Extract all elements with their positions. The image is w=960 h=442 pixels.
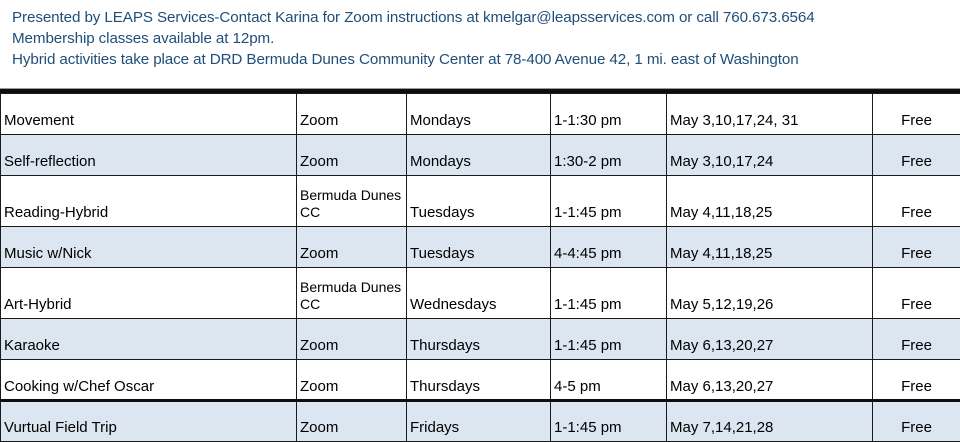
- activity-time: 1-1:45 pm: [551, 319, 667, 360]
- activity-day: Mondays: [407, 94, 551, 135]
- activity-dates: May 4,11,18,25: [667, 227, 873, 268]
- activity-day: Mondays: [407, 135, 551, 176]
- location-line: Bermuda Dunes: [300, 279, 403, 296]
- activity-day: Tuesdays: [407, 176, 551, 227]
- activity-day: Thursdays: [407, 319, 551, 360]
- location-line: CC: [300, 204, 403, 221]
- activity-location: Zoom: [297, 227, 407, 268]
- activity-dates: May 3,10,17,24, 31: [667, 94, 873, 135]
- activity-dates: May 4,11,18,25: [667, 176, 873, 227]
- activity-fee: Free: [873, 401, 960, 442]
- table-row: [1, 176, 960, 227]
- activity-location: Zoom: [297, 319, 407, 360]
- activity-fee: Free: [873, 227, 960, 268]
- activity-dates: May 6,13,20,27: [667, 360, 873, 401]
- activity-name: Vurtual Field Trip: [1, 401, 297, 442]
- activity-day: Tuesdays: [407, 227, 551, 268]
- activity-day: Thursdays: [407, 360, 551, 401]
- table-row: [1, 94, 960, 135]
- location-line: Bermuda Dunes: [300, 187, 403, 204]
- activity-day: Wednesdays: [407, 268, 551, 319]
- table-row: [1, 268, 960, 319]
- activity-fee: Free: [873, 268, 960, 319]
- activity-time: 1:30-2 pm: [551, 135, 667, 176]
- activity-time: 4-5 pm: [551, 360, 667, 401]
- activity-time: 1-1:45 pm: [551, 176, 667, 227]
- table-row: [1, 401, 960, 442]
- activity-location: Zoom: [297, 135, 407, 176]
- activity-name: Self-reflection: [1, 135, 297, 176]
- activity-location: Zoom: [297, 94, 407, 135]
- table-row: [1, 135, 960, 176]
- activity-time: 4-4:45 pm: [551, 227, 667, 268]
- activity-time: 1-1:45 pm: [551, 401, 667, 442]
- activity-day: Fridays: [407, 401, 551, 442]
- activity-fee: Free: [873, 360, 960, 401]
- info-header: [0, 0, 960, 89]
- contact-line: Presented by LEAPS Services-Contact Karina for Zoom instructions at kmelgar@leapsservices.com or call 760.673.6564: [12, 7, 960, 28]
- activity-name: Art-Hybrid: [1, 268, 297, 319]
- activity-name: Karaoke: [1, 319, 297, 360]
- activity-name: Reading-Hybrid: [1, 176, 297, 227]
- activity-dates: May 7,14,21,28: [667, 401, 873, 442]
- activity-fee: Free: [873, 176, 960, 227]
- activity-location: [297, 268, 407, 319]
- activity-time: 1-1:30 pm: [551, 94, 667, 135]
- table-row: [1, 360, 960, 401]
- activity-dates: May 6,13,20,27: [667, 319, 873, 360]
- activity-name: Cooking w/Chef Oscar: [1, 360, 297, 401]
- table-row: [1, 227, 960, 268]
- hybrid-location-line: Hybrid activities take place at DRD Bermuda Dunes Community Center at 78-400 Avenue 42, 1 mi. east of Washington: [12, 49, 960, 70]
- activity-location: Zoom: [297, 360, 407, 401]
- activity-fee: Free: [873, 135, 960, 176]
- activity-name: Music w/Nick: [1, 227, 297, 268]
- activity-location: [297, 176, 407, 227]
- activity-fee: Free: [873, 319, 960, 360]
- activity-location: Zoom: [297, 401, 407, 442]
- location-line: CC: [300, 296, 403, 313]
- table-row: [1, 319, 960, 360]
- activity-time: 1-1:45 pm: [551, 268, 667, 319]
- activity-dates: May 5,12,19,26: [667, 268, 873, 319]
- activity-schedule-table: [0, 93, 960, 442]
- membership-line: Membership classes available at 12pm.: [12, 28, 960, 49]
- activity-name: Movement: [1, 94, 297, 135]
- activity-fee: Free: [873, 94, 960, 135]
- activity-dates: May 3,10,17,24: [667, 135, 873, 176]
